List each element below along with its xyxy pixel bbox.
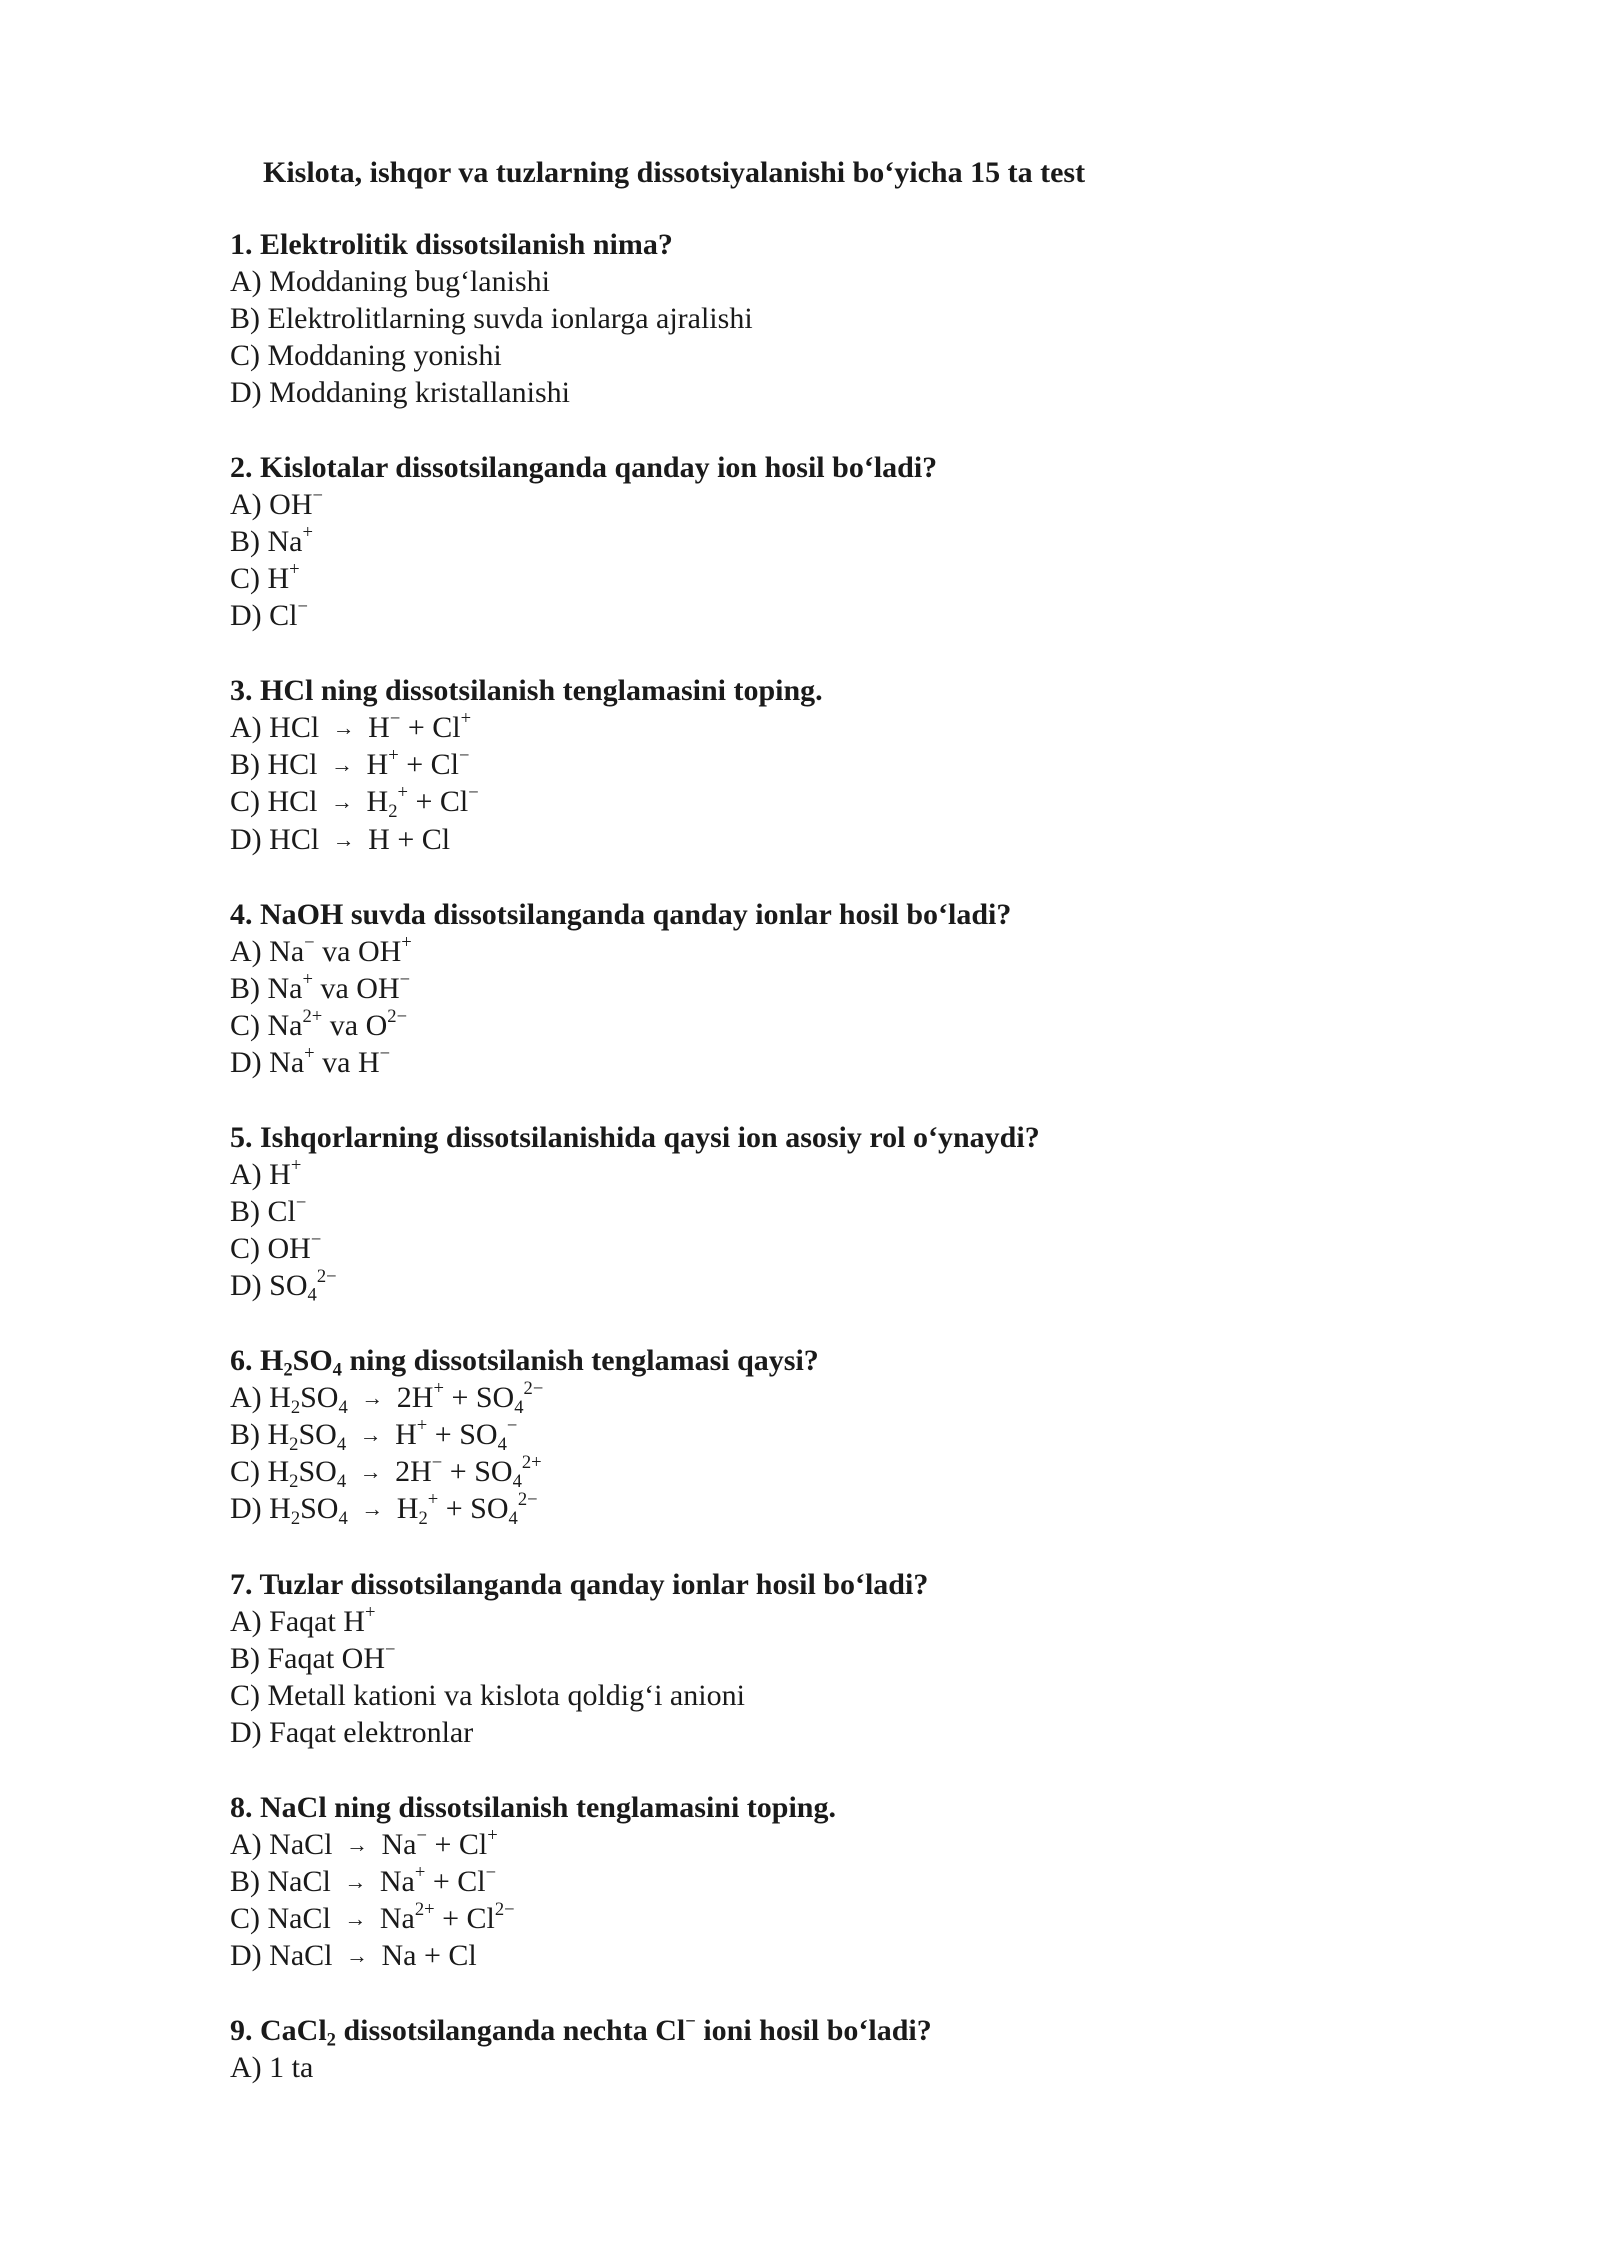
question-3 xyxy=(230,672,1480,858)
reaction-arrow-icon: → xyxy=(344,1868,367,1894)
answer-option: C) Moddaning yonishi xyxy=(230,339,502,372)
question-9 xyxy=(230,2012,1480,2086)
answer-option: A) HCl → H− + Cl+ xyxy=(230,708,472,745)
answer-option: B) Cl− xyxy=(230,1191,307,1228)
answer-option: B) NaCl → Na+ + Cl− xyxy=(230,1861,497,1898)
reaction-arrow-icon: → xyxy=(344,1905,367,1931)
answer-option: D) Cl− xyxy=(230,595,308,632)
answer-option: A) H+ xyxy=(230,1154,302,1191)
answer-option: B) $H_2SO_4 \to H^+ + SO_4^-$ xyxy=(230,1415,518,1455)
document-title: Kislota, ishqor va tuzlarning dissotsiyalanishi bo‘yicha 15 ta test xyxy=(263,156,1086,189)
question-text: 5. Ishqorlarning dissotsilanishida qaysi ion asosiy rol o‘ynaydi? xyxy=(230,1120,1040,1154)
reaction-arrow-icon: → xyxy=(331,752,354,778)
answer-option: C) Metall kationi va kislota qoldig‘i anioni xyxy=(230,1678,745,1712)
answer-option: C) H+ xyxy=(230,558,300,595)
answer-option: C) HCl → $H_2^+ + Cl^-$ xyxy=(230,782,479,823)
question-text: 9. CaCl$_2$ dissotsilanganda nechta Cl− ioni hosil bo‘ladi? xyxy=(230,2011,932,2051)
answer-option: B) Na+ va OH− xyxy=(230,968,411,1005)
question-text: 7. Tuzlar dissotsilanganda qanday ionlar hosil bo‘ladi? xyxy=(230,1567,929,1601)
answer-option: C) OH− xyxy=(230,1228,322,1265)
question-text: 1. Elektrolitik dissotsilanish nima? xyxy=(230,228,673,261)
question-5 xyxy=(230,1119,1480,1304)
reaction-arrow-icon: → xyxy=(331,789,354,815)
reaction-arrow-icon: → xyxy=(345,1943,368,1969)
answer-option: B) HCl → H+ + Cl− xyxy=(230,745,470,782)
answer-option: C) NaCl → $Na^{2+} + Cl^{2-}$ xyxy=(230,1899,515,1936)
reaction-arrow-icon: → xyxy=(361,1496,384,1522)
question-4 xyxy=(230,896,1480,1081)
answer-option: A) Moddaning bug‘lanishi xyxy=(230,265,550,298)
answer-option: B) Na+ xyxy=(230,521,313,558)
question-text: 3. HCl ning dissotsilanish tenglamasini toping. xyxy=(230,674,823,707)
reaction-arrow-icon: → xyxy=(359,1459,382,1485)
answer-option: A) $H_2SO_4 \to 2H^+ + SO_4^{2-}$ xyxy=(230,1377,544,1418)
answer-option: A) 1 ta xyxy=(230,2051,314,2085)
question-2 xyxy=(230,449,1480,634)
answer-option: D) $SO_4^{2-}$ xyxy=(230,1265,337,1306)
answer-option: D) NaCl → Na + Cl xyxy=(230,1939,477,1973)
answer-option: A) Faqat H+ xyxy=(230,1601,376,1638)
question-text: 8. NaCl ning dissotsilanish tenglamasini toping. xyxy=(230,1790,836,1824)
answer-option: C) $Na^{2+}$ va $O^{2-}$ xyxy=(230,1005,408,1042)
answer-option: C) $H_2SO_4 \to 2H^- + SO_4^{2+}$ xyxy=(230,1452,542,1492)
question-text: 4. NaOH suvda dissotsilanganda qanday ionlar hosil bo‘ladi? xyxy=(230,897,1012,931)
question-7 xyxy=(230,1566,1480,1751)
reaction-arrow-icon: → xyxy=(361,1384,384,1410)
answer-option: D) Moddaning kristallanishi xyxy=(230,376,570,409)
answer-option: D) Na+ va H− xyxy=(230,1042,391,1079)
reaction-arrow-icon: → xyxy=(332,826,355,852)
question-text: 2. Kislotalar dissotsilanganda qanday ion hosil bo‘ladi? xyxy=(230,451,938,484)
answer-option: D) Faqat elektronlar xyxy=(230,1715,474,1749)
answer-option: A) Na− va OH+ xyxy=(230,931,412,968)
answer-option: D) $H_2SO_4 \to H_2^+ + SO_4^{2-}$ xyxy=(230,1489,538,1530)
answer-option: A) OH− xyxy=(230,484,323,521)
question-8 xyxy=(230,1789,1480,1975)
reaction-arrow-icon: → xyxy=(345,1831,368,1857)
question-list xyxy=(230,226,1480,2124)
reaction-arrow-icon: → xyxy=(359,1421,382,1447)
reaction-arrow-icon: → xyxy=(332,715,355,740)
answer-option: D) HCl → H + Cl xyxy=(230,822,451,856)
answer-option: B) Faqat OH− xyxy=(230,1638,396,1675)
question-text: 6. $H_2SO_4$ ning dissotsilanish tenglamasi qaysi? xyxy=(230,1343,819,1381)
answer-option: A) NaCl → Na− + Cl+ xyxy=(230,1824,498,1861)
answer-option: B) Elektrolitlarning suvda ionlarga ajralishi xyxy=(230,302,753,335)
question-6 xyxy=(230,1342,1480,1528)
question-1 xyxy=(230,226,1480,411)
